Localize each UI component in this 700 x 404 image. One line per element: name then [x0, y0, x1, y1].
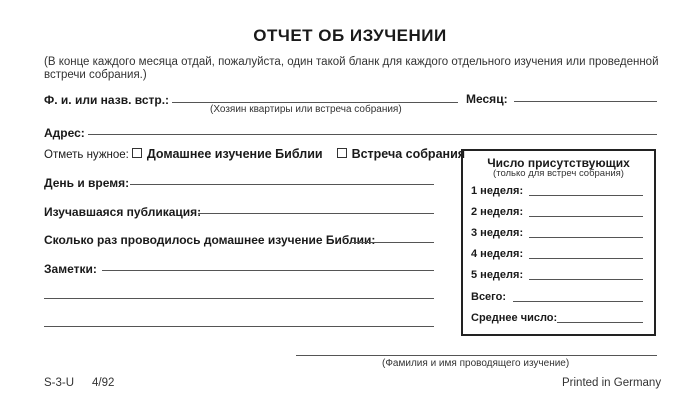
average-input-line[interactable]	[557, 322, 643, 323]
attendance-subtitle: (только для встреч собрания)	[493, 168, 624, 179]
attendance-title: Число присутствующих	[487, 156, 630, 170]
form-code: S-3-U	[44, 377, 75, 389]
week-1-input-line[interactable]	[529, 195, 643, 196]
name-label: Ф. и. или назв. встр.:	[44, 93, 170, 107]
signature-caption: (Фамилия и имя проводящего изучение)	[382, 358, 570, 369]
week-3-label: 3 неделя:	[471, 227, 524, 239]
name-input-line[interactable]	[172, 102, 458, 103]
count-input-line[interactable]	[352, 242, 434, 243]
address-label: Адрес:	[44, 126, 85, 140]
intro-line-2: встречи собрания.)	[44, 69, 147, 81]
count-label: Сколько раз проводилось домашнее изучение Библии:	[44, 233, 376, 247]
attendance-box	[461, 149, 656, 336]
name-caption: (Хозяин квартиры или встреча собрания)	[210, 104, 402, 115]
week-5-input-line[interactable]	[529, 279, 643, 280]
datetime-label: День и время:	[44, 176, 130, 190]
month-input-line[interactable]	[514, 101, 657, 102]
study-option-label: Домашнее изучение Библии	[146, 147, 323, 161]
address-input-line[interactable]	[88, 134, 657, 135]
printed-note: Printed in Germany	[562, 377, 662, 389]
week-1-label: 1 неделя:	[471, 185, 524, 197]
form-date: 4/92	[92, 377, 115, 389]
meeting-checkbox[interactable]	[337, 148, 347, 158]
notes-line-1[interactable]	[102, 270, 434, 271]
signature-input-line[interactable]	[296, 355, 657, 356]
datetime-input-line[interactable]	[130, 184, 434, 185]
week-4-label: 4 неделя:	[471, 248, 524, 260]
week-3-input-line[interactable]	[529, 237, 643, 238]
publication-input-line[interactable]	[198, 213, 434, 214]
notes-line-3[interactable]	[44, 326, 434, 327]
notes-line-2[interactable]	[44, 298, 434, 299]
month-label: Месяц:	[466, 92, 508, 106]
average-label: Среднее число:	[471, 312, 558, 324]
week-5-label: 5 неделя:	[471, 269, 524, 281]
form-title: ОТЧЕТ ОБ ИЗУЧЕНИИ	[253, 26, 447, 45]
study-checkbox[interactable]	[132, 148, 142, 158]
intro-line-1: (В конце каждого месяца отдай, пожалуйста, один такой бланк для каждого отдельного изучения или проведенной	[44, 56, 659, 68]
notes-label: Заметки:	[44, 262, 97, 276]
publication-label: Изучавшаяся публикация:	[44, 205, 202, 219]
week-2-input-line[interactable]	[529, 216, 643, 217]
total-label: Всего:	[471, 291, 506, 303]
mark-label: Отметь нужное:	[44, 149, 129, 161]
week-2-label: 2 неделя:	[471, 206, 524, 218]
mark-row	[44, 147, 465, 161]
week-4-input-line[interactable]	[529, 258, 643, 259]
total-input-line[interactable]	[513, 301, 643, 302]
meeting-option-label: Встреча собрания	[351, 147, 466, 161]
